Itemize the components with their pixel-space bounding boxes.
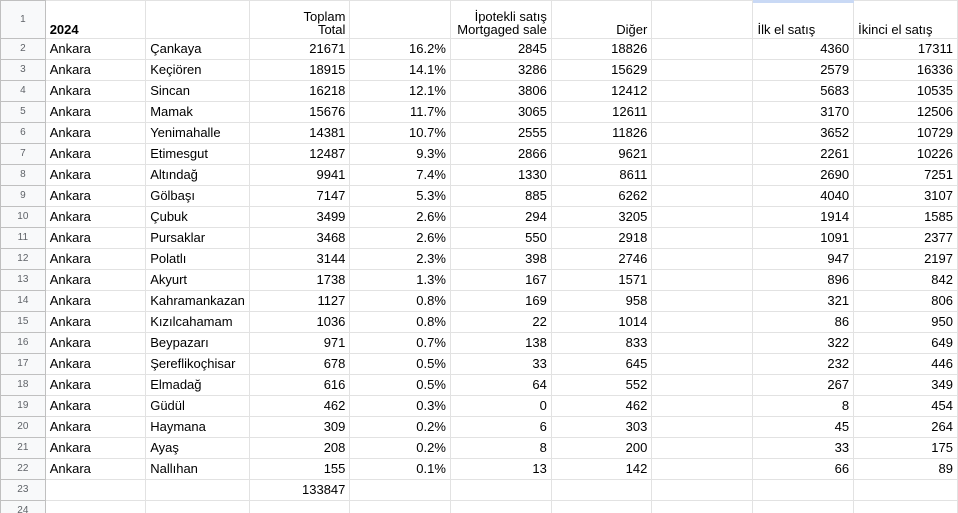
cell[interactable]	[652, 438, 753, 459]
table-row	[1, 165, 958, 186]
row-number[interactable]: 10	[1, 207, 46, 228]
province-cell[interactable]: Ankara	[45, 438, 146, 459]
province-cell[interactable]: Ankara	[45, 123, 146, 144]
row-number[interactable]: 3	[1, 60, 46, 81]
district-cell[interactable]: Beypazarı	[146, 333, 250, 354]
total-cell[interactable]: 15676	[249, 102, 350, 123]
row-number[interactable]: 19	[1, 396, 46, 417]
total-cell[interactable]: 3499	[249, 207, 350, 228]
second-hand-cell[interactable]: 2197	[854, 249, 958, 270]
other-cell[interactable]: 15629	[551, 60, 651, 81]
total-cell[interactable]: 155	[249, 459, 350, 480]
cell[interactable]	[753, 480, 854, 501]
row-number[interactable]: 4	[1, 81, 46, 102]
cell[interactable]	[551, 501, 651, 513]
other-cell[interactable]: 18826	[551, 39, 651, 60]
first-hand-cell[interactable]: 322	[753, 333, 854, 354]
row-number[interactable]: 20	[1, 417, 46, 438]
province-cell[interactable]: Ankara	[45, 333, 146, 354]
cell[interactable]	[652, 312, 753, 333]
row-number[interactable]: 1	[1, 1, 46, 39]
other-cell[interactable]: 6262	[551, 186, 651, 207]
cell[interactable]	[450, 501, 551, 513]
first-hand-cell[interactable]: 45	[753, 417, 854, 438]
header-row	[1, 1, 958, 39]
total-header-tr: Toplam	[303, 9, 346, 24]
total-header-cell[interactable]	[249, 1, 350, 39]
district-cell[interactable]: Pursaklar	[146, 228, 250, 249]
percent-cell[interactable]: 0.5%	[350, 375, 450, 396]
second-hand-cell[interactable]: 3107	[854, 186, 958, 207]
second-hand-cell[interactable]: 7251	[854, 165, 958, 186]
first-hand-cell[interactable]: 321	[753, 291, 854, 312]
other-cell[interactable]: 12412	[551, 81, 651, 102]
second-hand-cell[interactable]: 264	[854, 417, 958, 438]
province-cell[interactable]: Ankara	[45, 375, 146, 396]
province-cell[interactable]: Ankara	[45, 39, 146, 60]
other-cell[interactable]: 11826	[551, 123, 651, 144]
province-cell[interactable]: Ankara	[45, 81, 146, 102]
total-cell[interactable]: 18915	[249, 60, 350, 81]
cell[interactable]	[652, 39, 753, 60]
percent-cell[interactable]: 9.3%	[350, 144, 450, 165]
row-number[interactable]: 24	[1, 501, 46, 513]
total-cell[interactable]: 9941	[249, 165, 350, 186]
percent-cell[interactable]: 12.1%	[350, 81, 450, 102]
first-hand-cell[interactable]: 86	[753, 312, 854, 333]
province-cell[interactable]: Ankara	[45, 249, 146, 270]
percent-cell[interactable]: 11.7%	[350, 102, 450, 123]
cell[interactable]	[652, 60, 753, 81]
second-hand-cell[interactable]: 10729	[854, 123, 958, 144]
second-hand-cell[interactable]: 89	[854, 459, 958, 480]
row-number[interactable]: 12	[1, 249, 46, 270]
cell[interactable]	[652, 186, 753, 207]
row-number[interactable]: 23	[1, 480, 46, 501]
table-row	[1, 249, 958, 270]
percent-cell[interactable]: 0.8%	[350, 312, 450, 333]
district-cell[interactable]: Kahramankazan	[146, 291, 250, 312]
table-row	[1, 438, 958, 459]
cell[interactable]	[146, 501, 250, 513]
second-hand-cell[interactable]: 16336	[854, 60, 958, 81]
other-cell[interactable]: 303	[551, 417, 651, 438]
table-row	[1, 312, 958, 333]
mortgaged-cell[interactable]: 2866	[450, 144, 551, 165]
table-row	[1, 270, 958, 291]
second-hand-cell[interactable]: 806	[854, 291, 958, 312]
cell[interactable]	[652, 354, 753, 375]
total-cell[interactable]: 3468	[249, 228, 350, 249]
row-number[interactable]: 13	[1, 270, 46, 291]
other-cell[interactable]: 958	[551, 291, 651, 312]
mortgaged-cell[interactable]: 6	[450, 417, 551, 438]
district-cell[interactable]: Yenimahalle	[146, 123, 250, 144]
total-cell[interactable]: 21671	[249, 39, 350, 60]
second-hand-cell[interactable]: 446	[854, 354, 958, 375]
mortgaged-cell[interactable]: 2555	[450, 123, 551, 144]
district-cell[interactable]: Çubuk	[146, 207, 250, 228]
mortgaged-cell[interactable]: 138	[450, 333, 551, 354]
total-cell[interactable]: 1738	[249, 270, 350, 291]
total-cell[interactable]: 14381	[249, 123, 350, 144]
table-row	[1, 39, 958, 60]
mortgaged-cell[interactable]: 33	[450, 354, 551, 375]
cell[interactable]	[652, 249, 753, 270]
cell[interactable]	[146, 1, 250, 39]
province-cell[interactable]: Ankara	[45, 291, 146, 312]
mortgaged-header-tr: İpotekli satış	[474, 9, 547, 24]
first-hand-cell[interactable]: 3652	[753, 123, 854, 144]
cell[interactable]	[652, 207, 753, 228]
district-cell[interactable]: Akyurt	[146, 270, 250, 291]
district-cell[interactable]: Haymana	[146, 417, 250, 438]
mortgaged-cell[interactable]: 2845	[450, 39, 551, 60]
other-cell[interactable]: 9621	[551, 144, 651, 165]
cell[interactable]	[652, 459, 753, 480]
other-cell[interactable]: 3205	[551, 207, 651, 228]
other-cell[interactable]: 645	[551, 354, 651, 375]
other-cell[interactable]: 462	[551, 396, 651, 417]
percent-cell[interactable]: 0.1%	[350, 459, 450, 480]
first-hand-cell[interactable]: 896	[753, 270, 854, 291]
other-cell[interactable]: 8611	[551, 165, 651, 186]
province-cell[interactable]: Ankara	[45, 312, 146, 333]
total-cell[interactable]: 208	[249, 438, 350, 459]
province-cell[interactable]: Ankara	[45, 228, 146, 249]
other-cell[interactable]: 833	[551, 333, 651, 354]
row-number[interactable]: 18	[1, 375, 46, 396]
second-hand-cell[interactable]: 175	[854, 438, 958, 459]
percent-cell[interactable]: 0.7%	[350, 333, 450, 354]
mortgaged-cell[interactable]: 398	[450, 249, 551, 270]
total-cell[interactable]: 12487	[249, 144, 350, 165]
other-cell[interactable]: 12611	[551, 102, 651, 123]
column-selection-indicator	[753, 0, 854, 3]
mortgaged-cell[interactable]: 885	[450, 186, 551, 207]
cell[interactable]	[45, 480, 146, 501]
district-cell[interactable]: Sincan	[146, 81, 250, 102]
mortgaged-cell[interactable]: 13	[450, 459, 551, 480]
cell[interactable]	[652, 501, 753, 513]
province-cell[interactable]: Ankara	[45, 60, 146, 81]
table-row	[1, 333, 958, 354]
first-hand-cell[interactable]: 8	[753, 396, 854, 417]
percent-cell[interactable]: 1.3%	[350, 270, 450, 291]
district-cell[interactable]: Çankaya	[146, 39, 250, 60]
first-hand-cell[interactable]: 2690	[753, 165, 854, 186]
cell[interactable]	[652, 165, 753, 186]
table-row	[1, 144, 958, 165]
cell[interactable]	[854, 480, 958, 501]
second-hand-cell[interactable]: 454	[854, 396, 958, 417]
table-row	[1, 186, 958, 207]
percent-cell[interactable]: 2.6%	[350, 207, 450, 228]
percent-cell[interactable]: 2.3%	[350, 249, 450, 270]
district-cell[interactable]: Polatlı	[146, 249, 250, 270]
district-cell[interactable]: Etimesgut	[146, 144, 250, 165]
cell[interactable]	[652, 81, 753, 102]
table-row	[1, 501, 958, 513]
second-hand-cell[interactable]: 349	[854, 375, 958, 396]
row-number[interactable]: 21	[1, 438, 46, 459]
total-cell[interactable]: 616	[249, 375, 350, 396]
cell[interactable]	[652, 102, 753, 123]
second-hand-cell[interactable]: 1585	[854, 207, 958, 228]
second-hand-header-cell[interactable]: İkinci el satış	[854, 1, 958, 39]
table-row	[1, 60, 958, 81]
first-hand-cell[interactable]: 1914	[753, 207, 854, 228]
province-cell[interactable]: Ankara	[45, 102, 146, 123]
table-row	[1, 228, 958, 249]
total-header-en: Total	[317, 22, 346, 37]
row-number[interactable]: 9	[1, 186, 46, 207]
other-cell[interactable]: 2746	[551, 249, 651, 270]
other-cell[interactable]: 200	[551, 438, 651, 459]
first-hand-cell[interactable]: 1091	[753, 228, 854, 249]
total-cell[interactable]: 309	[249, 417, 350, 438]
other-cell[interactable]: 2918	[551, 228, 651, 249]
second-hand-cell[interactable]: 950	[854, 312, 958, 333]
row-number[interactable]: 8	[1, 165, 46, 186]
first-hand-cell[interactable]: 947	[753, 249, 854, 270]
province-cell[interactable]: Ankara	[45, 144, 146, 165]
cell[interactable]	[350, 501, 450, 513]
province-cell[interactable]: Ankara	[45, 417, 146, 438]
table-row	[1, 417, 958, 438]
first-hand-header-cell[interactable]: İlk el satış	[753, 1, 854, 39]
first-hand-cell[interactable]: 66	[753, 459, 854, 480]
district-cell[interactable]: Altındağ	[146, 165, 250, 186]
total-cell[interactable]: 16218	[249, 81, 350, 102]
total-cell[interactable]: 971	[249, 333, 350, 354]
table-row	[1, 375, 958, 396]
province-cell[interactable]: Ankara	[45, 165, 146, 186]
province-cell[interactable]: Ankara	[45, 270, 146, 291]
row-number[interactable]: 7	[1, 144, 46, 165]
cell[interactable]	[652, 333, 753, 354]
grand-total-cell[interactable]: 133847	[249, 480, 350, 501]
district-cell[interactable]: Gölbaşı	[146, 186, 250, 207]
first-hand-cell[interactable]: 4360	[753, 39, 854, 60]
cell[interactable]	[753, 501, 854, 513]
mortgaged-cell[interactable]: 3065	[450, 102, 551, 123]
cell[interactable]	[551, 480, 651, 501]
percent-cell[interactable]: 0.2%	[350, 417, 450, 438]
cell[interactable]	[652, 375, 753, 396]
cell[interactable]	[652, 396, 753, 417]
second-hand-cell[interactable]: 12506	[854, 102, 958, 123]
cell[interactable]	[45, 501, 146, 513]
mortgaged-cell[interactable]: 1330	[450, 165, 551, 186]
province-cell[interactable]: Ankara	[45, 459, 146, 480]
cell[interactable]	[249, 501, 350, 513]
mortgaged-header-cell[interactable]	[450, 1, 551, 39]
table-row	[1, 459, 958, 480]
second-hand-cell[interactable]: 10226	[854, 144, 958, 165]
row-number[interactable]: 14	[1, 291, 46, 312]
cell[interactable]	[652, 228, 753, 249]
table-row	[1, 207, 958, 228]
mortgaged-cell[interactable]: 169	[450, 291, 551, 312]
other-header-cell[interactable]: Diğer	[551, 1, 651, 39]
row-number[interactable]: 6	[1, 123, 46, 144]
mortgaged-cell[interactable]: 3806	[450, 81, 551, 102]
mortgaged-cell[interactable]: 167	[450, 270, 551, 291]
mortgaged-cell[interactable]: 3286	[450, 60, 551, 81]
first-hand-cell[interactable]: 232	[753, 354, 854, 375]
mortgaged-cell[interactable]: 0	[450, 396, 551, 417]
second-hand-cell[interactable]: 17311	[854, 39, 958, 60]
percent-cell[interactable]: 10.7%	[350, 123, 450, 144]
district-cell[interactable]: Kızılcahamam	[146, 312, 250, 333]
first-hand-cell[interactable]: 267	[753, 375, 854, 396]
total-cell[interactable]: 678	[249, 354, 350, 375]
total-row	[1, 480, 958, 501]
other-cell[interactable]: 1571	[551, 270, 651, 291]
district-cell[interactable]: Elmadağ	[146, 375, 250, 396]
percent-cell[interactable]: 5.3%	[350, 186, 450, 207]
mortgaged-header-en: Mortgaged sale	[457, 22, 547, 37]
district-cell[interactable]: Mamak	[146, 102, 250, 123]
other-cell[interactable]: 1014	[551, 312, 651, 333]
district-cell[interactable]: Güdül	[146, 396, 250, 417]
other-cell[interactable]: 142	[551, 459, 651, 480]
table-row	[1, 396, 958, 417]
mortgaged-cell[interactable]: 22	[450, 312, 551, 333]
district-cell[interactable]: Şereflikoçhisar	[146, 354, 250, 375]
table-row	[1, 81, 958, 102]
percent-cell[interactable]: 2.6%	[350, 228, 450, 249]
cell[interactable]	[854, 501, 958, 513]
row-number[interactable]: 16	[1, 333, 46, 354]
district-cell[interactable]: Keçiören	[146, 60, 250, 81]
row-number[interactable]: 15	[1, 312, 46, 333]
second-hand-cell[interactable]: 649	[854, 333, 958, 354]
table-row	[1, 354, 958, 375]
table-row	[1, 291, 958, 312]
province-cell[interactable]: Ankara	[45, 207, 146, 228]
percent-cell[interactable]: 14.1%	[350, 60, 450, 81]
cell[interactable]	[652, 291, 753, 312]
year-cell[interactable]: 2024	[45, 1, 146, 39]
total-cell[interactable]: 3144	[249, 249, 350, 270]
cell[interactable]	[652, 123, 753, 144]
row-number[interactable]: 17	[1, 354, 46, 375]
other-cell[interactable]: 552	[551, 375, 651, 396]
province-cell[interactable]: Ankara	[45, 396, 146, 417]
mortgaged-cell[interactable]: 294	[450, 207, 551, 228]
row-number[interactable]: 11	[1, 228, 46, 249]
first-hand-cell[interactable]: 33	[753, 438, 854, 459]
cell[interactable]	[350, 480, 450, 501]
percent-cell[interactable]: 7.4%	[350, 165, 450, 186]
first-hand-cell[interactable]: 2261	[753, 144, 854, 165]
row-number[interactable]: 22	[1, 459, 46, 480]
mortgaged-cell[interactable]: 64	[450, 375, 551, 396]
percent-cell[interactable]: 0.2%	[350, 438, 450, 459]
total-cell[interactable]: 1127	[249, 291, 350, 312]
mortgaged-cell[interactable]: 550	[450, 228, 551, 249]
first-hand-cell[interactable]: 5683	[753, 81, 854, 102]
mortgaged-cell[interactable]: 8	[450, 438, 551, 459]
district-cell[interactable]: Nallıhan	[146, 459, 250, 480]
cell[interactable]	[652, 144, 753, 165]
second-hand-cell[interactable]: 2377	[854, 228, 958, 249]
cell[interactable]	[652, 270, 753, 291]
cell[interactable]	[652, 1, 753, 39]
first-hand-cell[interactable]: 3170	[753, 102, 854, 123]
total-cell[interactable]: 1036	[249, 312, 350, 333]
percent-cell[interactable]: 0.8%	[350, 291, 450, 312]
second-hand-cell[interactable]: 842	[854, 270, 958, 291]
cell[interactable]	[652, 480, 753, 501]
cell[interactable]	[350, 1, 450, 39]
row-number[interactable]: 5	[1, 102, 46, 123]
province-cell[interactable]: Ankara	[45, 354, 146, 375]
percent-cell[interactable]: 0.3%	[350, 396, 450, 417]
total-cell[interactable]: 7147	[249, 186, 350, 207]
province-cell[interactable]: Ankara	[45, 186, 146, 207]
district-cell[interactable]: Ayaş	[146, 438, 250, 459]
percent-cell[interactable]: 16.2%	[350, 39, 450, 60]
percent-cell[interactable]: 0.5%	[350, 354, 450, 375]
table-row	[1, 123, 958, 144]
cell[interactable]	[146, 480, 250, 501]
cell[interactable]	[450, 480, 551, 501]
table-row	[1, 102, 958, 123]
first-hand-cell[interactable]: 2579	[753, 60, 854, 81]
second-hand-cell[interactable]: 10535	[854, 81, 958, 102]
first-hand-cell[interactable]: 4040	[753, 186, 854, 207]
row-number[interactable]: 2	[1, 39, 46, 60]
total-cell[interactable]: 462	[249, 396, 350, 417]
cell[interactable]	[652, 417, 753, 438]
